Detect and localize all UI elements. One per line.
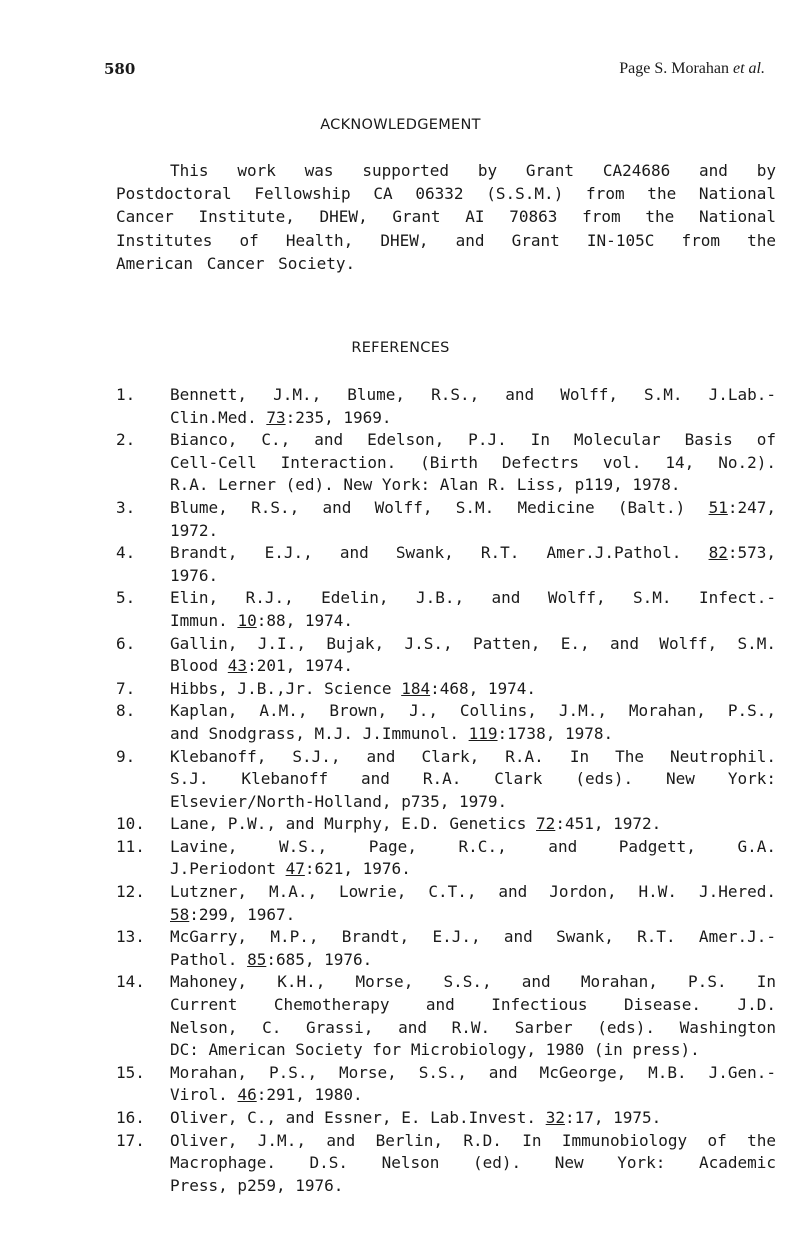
reference-line: Morahan, P.S., Morse, S.S., and McGeorge, M.B. J.Gen.- — [170, 1062, 776, 1082]
reference-text — [170, 429, 776, 497]
reference-number: 12. — [116, 882, 145, 902]
volume-number: 85 — [247, 949, 267, 969]
reference-number: 5. — [116, 588, 136, 608]
reference-line: Elin, R.J., Edelin, J.B., and Wolff, S.M. Infect.- — [170, 588, 776, 608]
reference-item — [116, 971, 776, 1061]
volume-number: 72 — [536, 814, 556, 834]
reference-item — [116, 384, 776, 429]
reference-item — [116, 542, 776, 587]
reference-line: Lavine, W.S., Page, R.C., and Padgett, G.A. — [170, 836, 776, 856]
reference-list — [116, 384, 776, 1197]
reference-text — [170, 587, 776, 632]
reference-line: Mahoney, K.H., Morse, S.S., and Morahan, P.S. In — [170, 972, 776, 992]
reference-line: R.A. Lerner (ed). New York: Alan R. Liss, p119, 1978. — [170, 475, 681, 495]
volume-number: 73 — [266, 407, 286, 427]
reference-line: Oliver, J.M., and Berlin, R.D. In Immunobiology of the — [170, 1130, 776, 1150]
reference-item — [116, 836, 776, 881]
reference-line: J.Periodont 47:621, 1976. — [170, 859, 411, 879]
reference-line: Current Chemotherapy and Infectious Disease. J.D. — [170, 995, 776, 1015]
reference-item — [116, 926, 776, 971]
acknowledgement-line: Postdoctoral Fellowship CA 06332 (S.S.M.) from the National — [116, 184, 776, 204]
reference-item — [116, 700, 776, 745]
volume-number: 119 — [468, 723, 498, 743]
reference-item — [116, 429, 776, 497]
reference-text — [170, 836, 776, 881]
page-number: 580 — [104, 60, 136, 78]
reference-number: 7. — [116, 678, 136, 698]
reference-item — [116, 813, 776, 836]
reference-line: Elsevier/North-Holland, p735, 1979. — [170, 791, 508, 811]
reference-item — [116, 746, 776, 814]
reference-number: 6. — [116, 633, 136, 653]
reference-text — [170, 881, 776, 926]
reference-number: 8. — [116, 701, 136, 721]
reference-number: 9. — [116, 746, 136, 766]
reference-line: and Snodgrass, M.J. J.Immunol. 119:1738, 1978. — [170, 723, 614, 743]
reference-line: Press, p259, 1976. — [170, 1175, 344, 1195]
reference-line: S.J. Klebanoff and R.A. Clark (eds). New York: — [170, 769, 776, 789]
reference-line: Kaplan, A.M., Brown, J., Collins, J.M., Morahan, P.S., — [170, 701, 776, 721]
reference-item — [116, 497, 776, 542]
reference-number: 10. — [116, 814, 145, 834]
volume-number: 82 — [708, 543, 728, 563]
reference-line: 58:299, 1967. — [170, 904, 296, 924]
reference-text — [170, 497, 776, 542]
references-heading: REFERENCES — [351, 340, 450, 356]
reference-line: Bennett, J.M., Blume, R.S., and Wolff, S.M. J.Lab.- — [170, 385, 776, 404]
reference-text — [170, 746, 776, 814]
reference-number: 13. — [116, 927, 145, 947]
reference-text — [170, 633, 776, 678]
reference-item — [116, 881, 776, 926]
reference-line: Virol. 46:291, 1980. — [170, 1085, 363, 1105]
reference-line: Klebanoff, S.J., and Clark, R.A. In The Neutrophil. — [170, 746, 776, 766]
acknowledgement-line: American Cancer Society. — [116, 253, 356, 273]
reference-number: 17. — [116, 1130, 145, 1150]
reference-item — [116, 1130, 776, 1198]
running-head — [619, 60, 765, 78]
reference-number: 3. — [116, 497, 136, 517]
reference-item — [116, 678, 776, 701]
reference-text — [170, 1062, 776, 1107]
reference-line: Blood 43:201, 1974. — [170, 656, 354, 676]
reference-text — [170, 542, 776, 587]
volume-number: 184 — [401, 678, 431, 698]
reference-text — [170, 384, 776, 429]
reference-text — [170, 971, 776, 1061]
reference-line: Cell-Cell Interaction. (Birth Defectrs vol. 14, No.2). — [170, 452, 776, 472]
reference-number: 14. — [116, 972, 145, 992]
reference-number: 16. — [116, 1108, 145, 1127]
reference-item — [116, 633, 776, 678]
reference-text — [170, 678, 776, 701]
volume-number: 58 — [170, 904, 190, 924]
volume-number: 46 — [237, 1085, 257, 1105]
reference-item — [116, 587, 776, 632]
volume-number: 43 — [227, 656, 248, 676]
volume-number: 51 — [708, 497, 728, 517]
acknowledgement-paragraph — [116, 159, 776, 275]
reference-line: 1976. — [170, 565, 219, 585]
reference-text — [170, 813, 776, 836]
reference-number: 2. — [116, 430, 136, 450]
reference-number: 4. — [116, 543, 136, 563]
reference-line: Pathol. 85:685, 1976. — [170, 949, 373, 969]
acknowledgement-line: This work was supported by Grant CA24686 and by — [170, 161, 776, 180]
reference-text — [170, 1130, 776, 1198]
acknowledgement-line: Institutes of Health, DHEW, and Grant IN-105C from the — [116, 230, 776, 250]
reference-line: Immun. 10:88, 1974. — [170, 610, 354, 630]
reference-line: Brandt, E.J., and Swank, R.T. Amer.J.Pathol. 82:573, — [170, 543, 776, 563]
reference-text — [170, 926, 776, 971]
reference-line: McGarry, M.P., Brandt, E.J., and Swank, R.T. Amer.J.- — [170, 927, 776, 947]
reference-number: 15. — [116, 1062, 145, 1082]
reference-number: 11. — [116, 836, 145, 856]
volume-number: 32 — [545, 1108, 565, 1127]
reference-line: Bianco, C., and Edelson, P.J. In Molecular Basis of — [170, 430, 776, 450]
reference-text — [170, 1107, 776, 1130]
reference-text — [170, 700, 776, 745]
reference-line: Lutzner, M.A., Lowrie, C.T., and Jordon, H.W. J.Hered. — [170, 882, 776, 902]
reference-line: Lane, P.W., and Murphy, E.D. Genetics 72:451, 1972. — [170, 814, 662, 834]
reference-item — [116, 1107, 776, 1130]
reference-line: Blume, R.S., and Wolff, S.M. Medicine (Balt.) 51:247, — [170, 497, 776, 517]
reference-item — [116, 1062, 776, 1107]
reference-line: Nelson, C. Grassi, and R.W. Sarber (eds). Washington — [170, 1017, 776, 1037]
running-head-etal: et al. — [733, 60, 765, 77]
reference-line: Hibbs, J.B.,Jr. Science 184:468, 1974. — [170, 678, 537, 698]
reference-number: 1. — [116, 385, 136, 404]
acknowledgement-line: Cancer Institute, DHEW, Grant AI 70863 from the National — [116, 207, 776, 227]
acknowledgement-heading: ACKNOWLEDGEMENT — [320, 117, 481, 133]
running-head-authors: Page S. Morahan — [619, 60, 733, 77]
reference-line: 1972. — [170, 520, 219, 540]
reference-line: Clin.Med. 73:235, 1969. — [170, 407, 392, 427]
volume-number: 10 — [237, 610, 257, 630]
reference-line: DC: American Society for Microbiology, 1980 (in press). — [170, 1040, 700, 1060]
reference-line: Gallin, J.I., Bujak, J.S., Patten, E., and Wolff, S.M. — [170, 633, 776, 653]
volume-number: 47 — [285, 859, 305, 879]
reference-line: Oliver, C., and Essner, E. Lab.Invest. 32:17, 1975. — [170, 1108, 662, 1127]
reference-line: Macrophage. D.S. Nelson (ed). New York: Academic — [170, 1153, 776, 1173]
